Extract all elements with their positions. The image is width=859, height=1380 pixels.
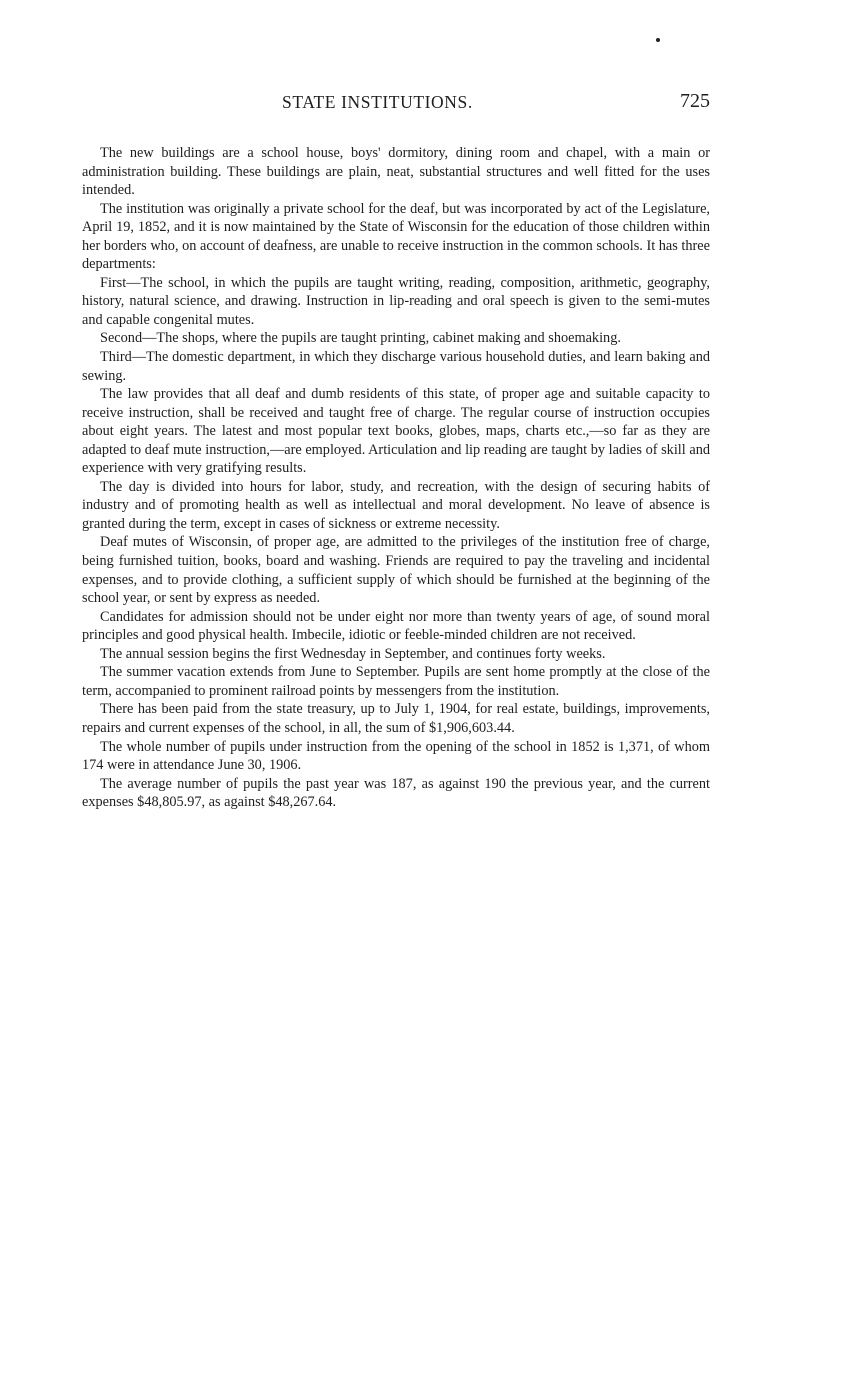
running-title: STATE INSTITUTIONS. — [282, 92, 473, 112]
paragraph: The new buildings are a school house, boys' dormitory, dining room and chapel, with a main or administration building. These buildings are plain, neat, substantial structures and well fitted for the uses intended. — [82, 145, 710, 199]
body-text — [82, 144, 710, 812]
paragraph: The annual session begins the first Wednesday in September, and continues forty weeks. — [100, 645, 606, 662]
paragraph: The average number of pupils the past year was 187, as against 190 the previous year, and the current expenses $48,805.97, as against $48,267.64. — [82, 775, 710, 811]
paragraph: The law provides that all deaf and dumb residents of this state, of proper age and suitable capacity to receive instruction, shall be received and taught free of charge. The regular course of instruction occupies about eight years. The latest and most popular text books, globes, maps, charts etc.,—so far as they are adapted to deaf mute instruction,—are employed. Articulation and lip reading are taught by ladies of skill and experience with very gratifying results. — [82, 386, 710, 477]
ink-speck — [656, 38, 660, 42]
paragraph: The whole number of pupils under instruction from the opening of the school in 1852 is 1,371, of whom 174 were in attendance June 30, 1906. — [82, 738, 710, 774]
paragraph: First—The school, in which the pupils are taught writing, reading, composition, arithmetic, geography, history, natural science, and drawing. Instruction in lip-reading and oral speech is given to the semi-mutes and capable congenital mutes. — [82, 274, 710, 328]
paragraph: There has been paid from the state treasury, up to July 1, 1904, for real estate, buildings, improvements, repairs and current expenses of the school, in all, the sum of $1,906,603.44. — [82, 701, 710, 736]
paragraph: The summer vacation extends from June to September. Pupils are sent home promptly at the close of the term, accompanied to prominent railroad points by messengers from the institution. — [82, 664, 710, 699]
paragraph: The institution was originally a private school for the deaf, but was incorporated by act of the Legislature, April 19, 1852, and it is now maintained by the State of Wisconsin for the education of those children within her borders who, on account of deafness, are unable to receive instruction in the common schools. It has three departments: — [82, 200, 710, 273]
running-header — [82, 90, 710, 116]
paragraph: Second—The shops, where the pupils are taught printing, cabinet making and shoemaking. — [100, 330, 621, 347]
page-number: 725 — [680, 90, 710, 112]
paragraph: Deaf mutes of Wisconsin, of proper age, are admitted to the privileges of the institution free of charge, being furnished tuition, books, board and washing. Friends are required to pay the traveling and incidental expenses, and to provide clothing, a sufficient supply of which should be furnished at the beginning of the school year, or sent by express as needed. — [82, 534, 710, 607]
paragraph: Third—The domestic department, in which they discharge various household duties, and learn baking and sewing. — [82, 349, 710, 384]
paragraph: Candidates for admission should not be under eight nor more than twenty years of age, of sound moral principles and good physical health. Imbecile, idiotic or feeble-minded children are not received. — [82, 608, 710, 644]
paragraph: The day is divided into hours for labor, study, and recreation, with the design of securing habits of industry and of promoting health as well as intellectual and moral development. No leave of absence is granted during the term, except in cases of sickness or extreme necessity. — [82, 478, 710, 532]
